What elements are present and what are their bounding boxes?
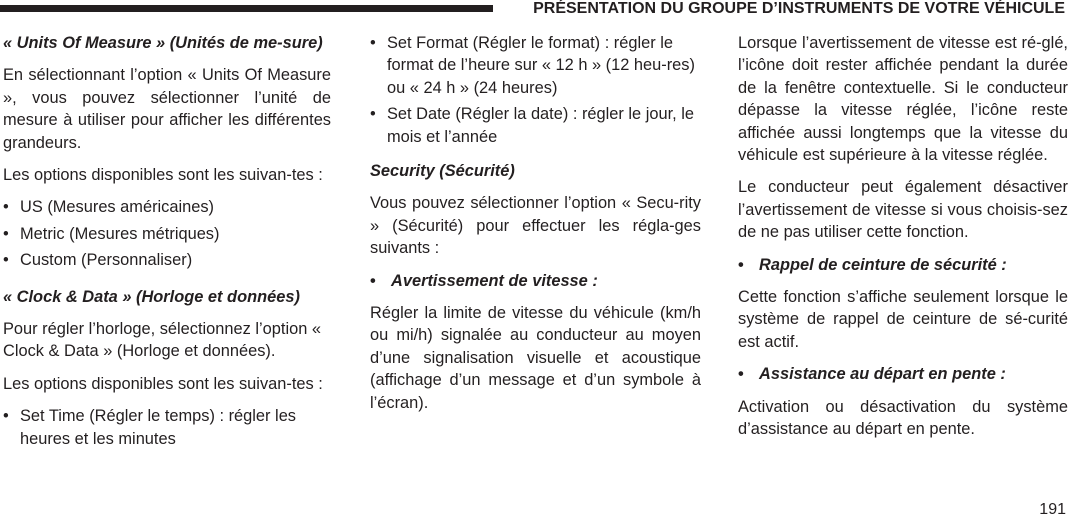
column-left (3, 32, 331, 460)
heading-security: Security (Sécurité) (370, 162, 515, 181)
section-header-title: PRÉSENTATION DU GROUPE D’INSTRUMENTS DE VOTRE VÉHICULE (533, 0, 1065, 17)
list-clock-options-cont (370, 32, 701, 148)
subheading-seatbelt (738, 254, 1068, 276)
bullet-dot: • (370, 271, 376, 290)
column-middle (370, 32, 701, 424)
list-item: • Custom (Personnaliser) (3, 249, 331, 271)
paragraph-hill-start: Activation ou désactivation du système d’assistance au départ en pente. (738, 397, 1068, 439)
paragraph-seatbelt: Cette fonction s’affiche seulement lorsque le système de rappel de ceinture de sé-curité est actif. (738, 288, 1068, 351)
list-units (3, 196, 331, 271)
paragraph-speed-disable: Le conducteur peut également désactiver l’avertissement de vitesse si vous choisis-sez de ne pas utiliser cette fonction. (738, 178, 1068, 242)
subheading-hill-start-label: Assistance au départ en pente : (759, 365, 1006, 384)
list-item: • Set Date (Régler la date) : régler le jour, le mois et l’année (370, 103, 701, 148)
column-right (738, 32, 1068, 451)
list-item: • US (Mesures américaines) (3, 196, 331, 218)
bullet-dot: • (738, 365, 744, 384)
paragraph-options-available: Les options disponibles sont les suivan-tes : (3, 166, 323, 185)
paragraph-options-available-2: Les options disponibles sont les suivan-tes : (3, 374, 323, 393)
paragraph-clock-intro: Pour régler l’horloge, sélectionnez l’option « Clock & Data » (Horloge et données). (3, 320, 321, 361)
heading-clock-data: « Clock & Data » (Horloge et données) (3, 287, 300, 306)
page-number: 191 (1039, 501, 1066, 518)
paragraph-speed-icon: Lorsque l’avertissement de vitesse est ré-glé, l’icône doit rester affichée pendant la durée de la fenêtre contextuelle. Si le conducteur dépasse la vitesse réglée, l’icône reste affichée aussi longtemps que la vitesse du véhicule est supérieure à la vitesse réglée. (738, 34, 1068, 165)
list-clock-options (3, 405, 331, 450)
paragraph-units-intro: En sélectionnant l’option « Units Of Measure », vous pouvez sélectionner l’unité de mesure à utiliser pour afficher les différentes grandeurs. (3, 66, 331, 152)
subheading-seatbelt-label: Rappel de ceinture de sécurité : (759, 255, 1007, 274)
header-rule (0, 5, 493, 12)
heading-units-of-measure: « Units Of Measure » (Unités de me-sure) (3, 34, 323, 52)
subheading-hill-start (738, 363, 1068, 385)
bullet-dot: • (738, 255, 744, 274)
paragraph-security-intro: Vous pouvez sélectionner l’option « Secu-rity » (Sécurité) pour effectuer les régla-ges suivants : (370, 194, 701, 258)
subheading-speed-warning (370, 270, 701, 292)
list-item: • Set Format (Régler le format) : régler le format de l’heure sur « 12 h » (12 heu-res) ou « 24 h » (24 heures) (370, 32, 701, 99)
list-item: • Metric (Mesures métriques) (3, 223, 331, 245)
paragraph-speed-warning: Régler la limite de vitesse du véhicule (km/h ou mi/h) signalée au conducteur au moyen d’une signalisation visuelle et acoustique (affichage d’un message et d’un symbole à l’écran). (370, 304, 701, 412)
list-item: • Set Time (Régler le temps) : régler les heures et les minutes (3, 405, 331, 450)
subheading-speed-warning-label: Avertissement de vitesse : (391, 271, 598, 290)
